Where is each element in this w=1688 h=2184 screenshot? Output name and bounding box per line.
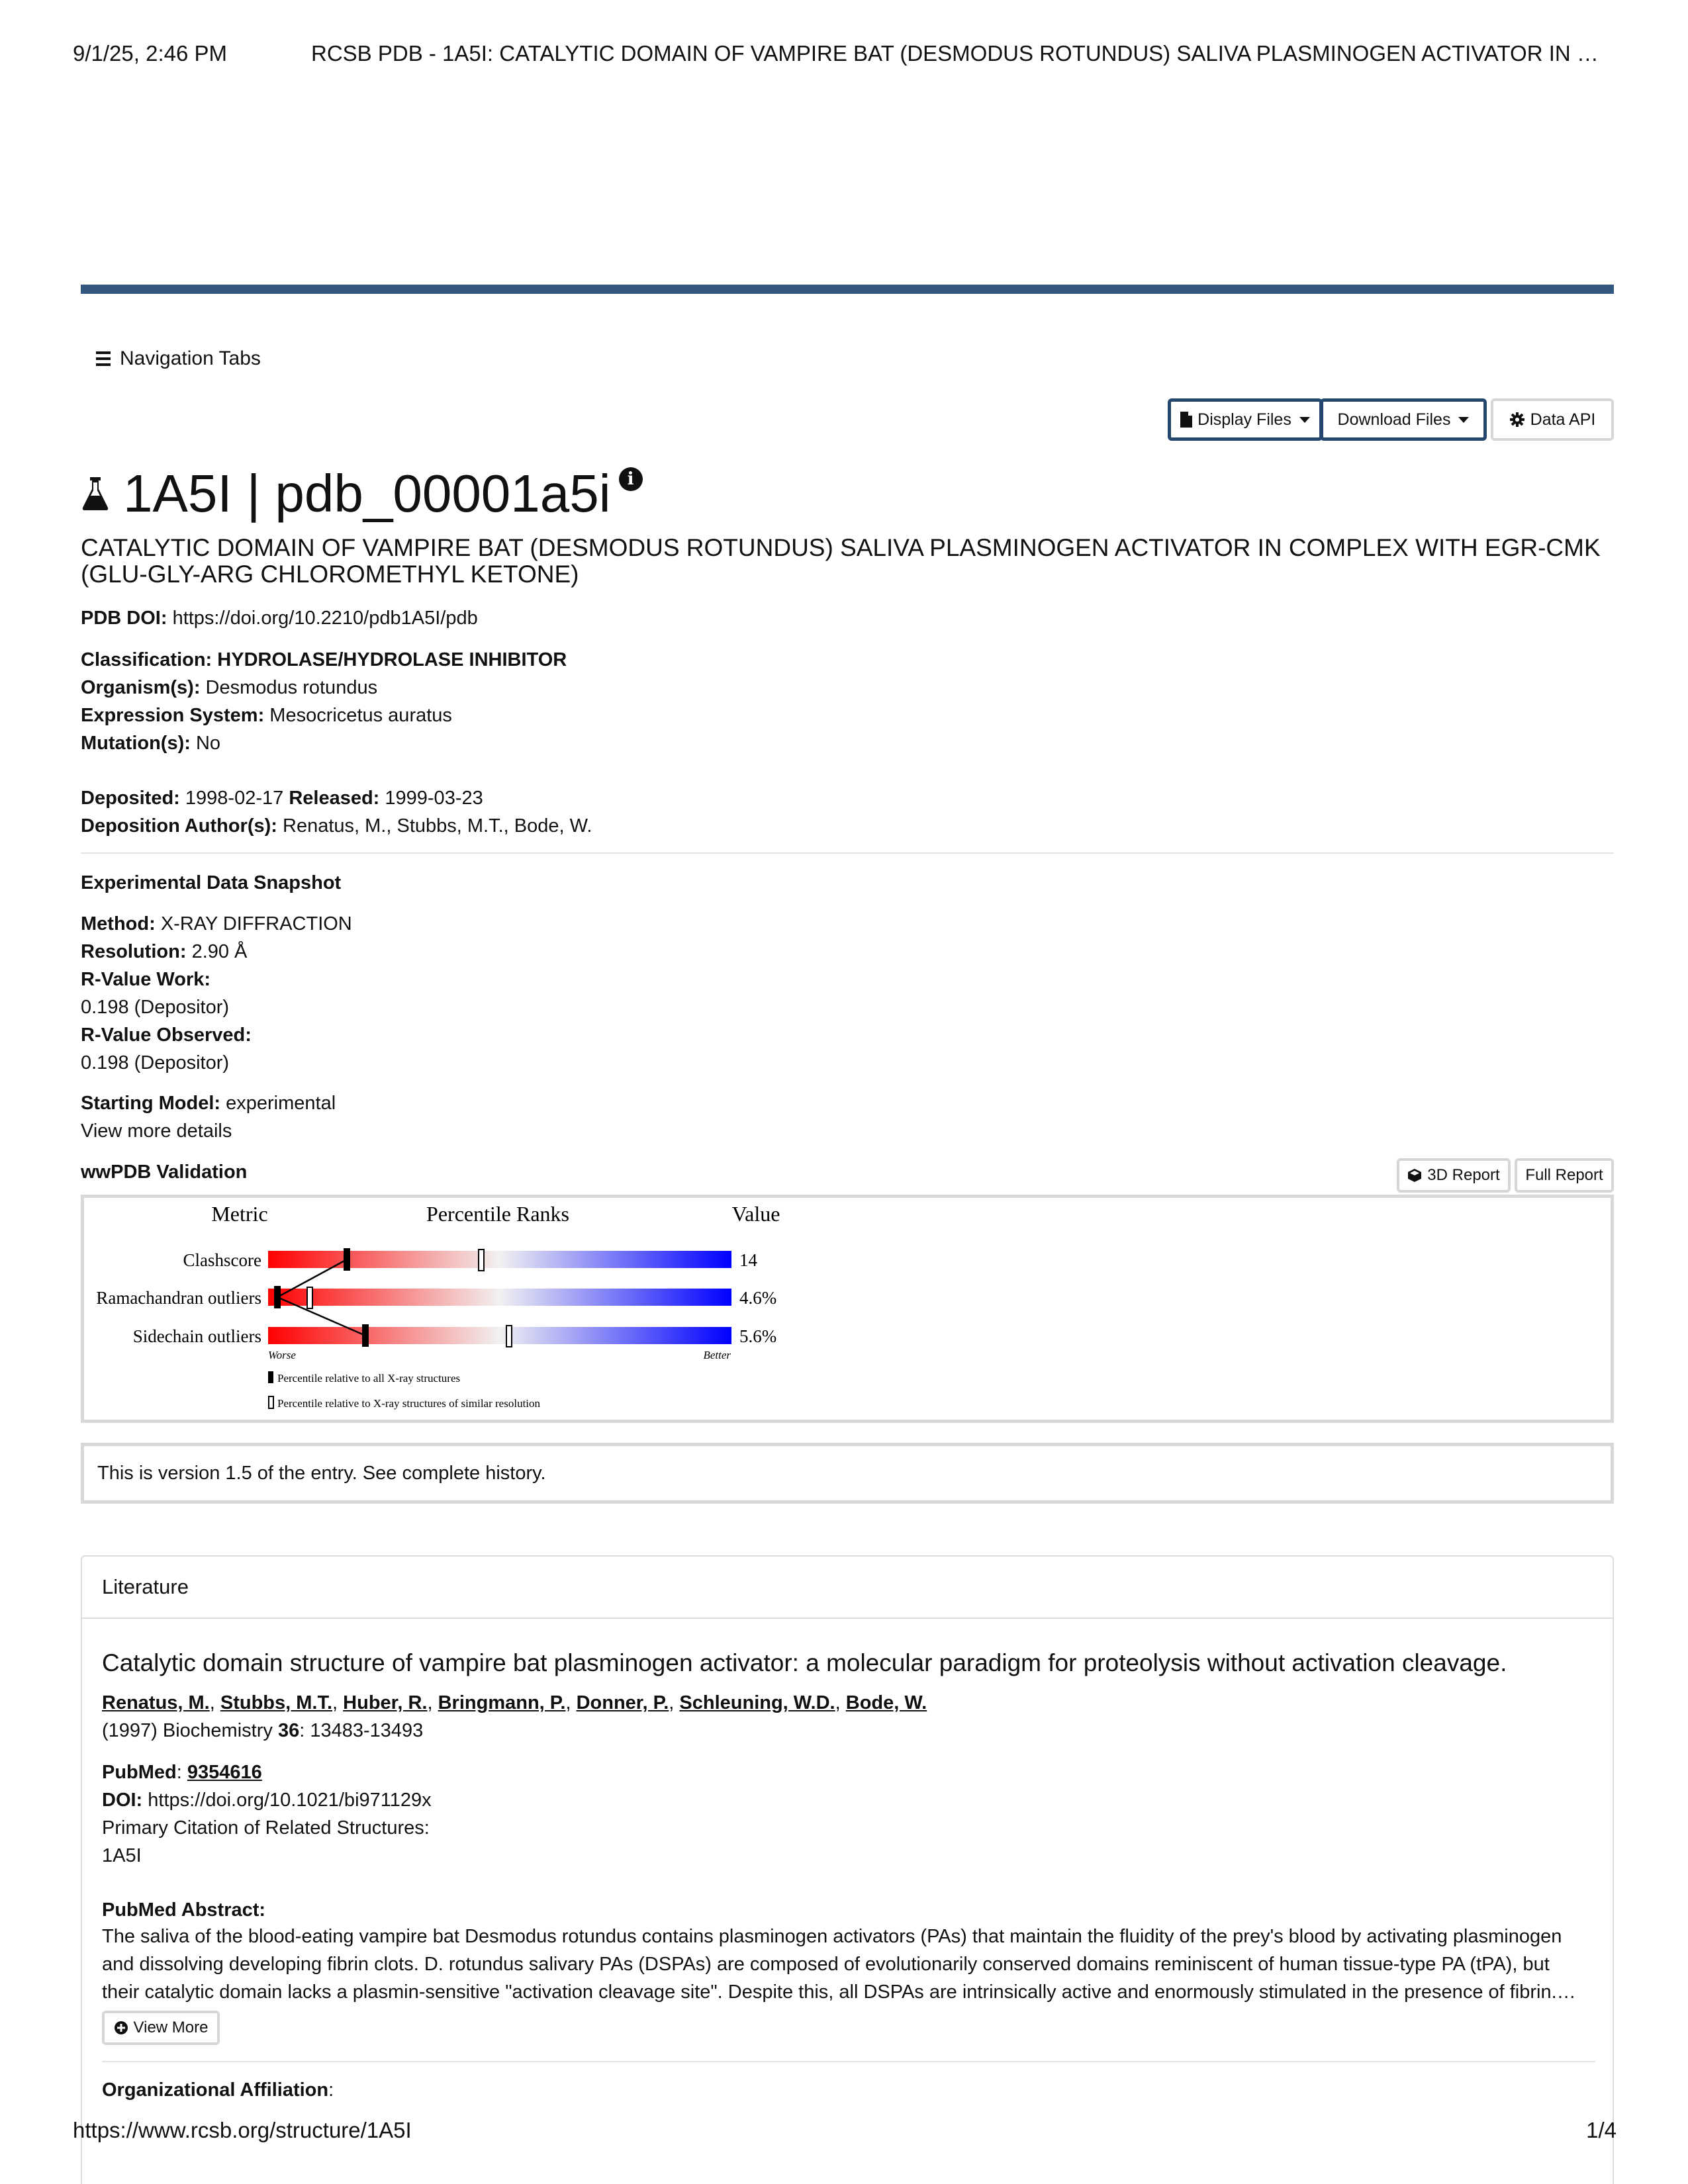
mutation-label: Mutation(s): (81, 733, 191, 754)
released-value: 1999-03-23 (385, 788, 483, 809)
classification-value: HYDROLASE/HYDROLASE INHIBITOR (217, 649, 567, 670)
method-value: X-RAY DIFFRACTION (160, 913, 352, 934)
percentile-bar (268, 1251, 731, 1268)
author-link[interactable]: Renatus, M. (102, 1692, 210, 1713)
view-more-label: View More (133, 2019, 209, 2036)
display-files-label: Display Files (1197, 410, 1291, 429)
3d-report-label: 3D Report (1427, 1166, 1500, 1184)
citation-title: Catalytic domain structure of vampire bat plasminogen activator: a molecular paradigm for proteolysis without activation cleavage. (102, 1649, 1507, 1676)
mutation-value: No (195, 733, 221, 754)
author-link[interactable]: Bode, W. (845, 1692, 927, 1713)
display-files-button[interactable] (1168, 398, 1323, 441)
download-files-button[interactable] (1320, 398, 1487, 441)
resolution-value: 2.90 Å (191, 941, 248, 962)
pdb-doi-value: https://doi.org/10.2210/pdb1A5I/pdb (172, 608, 478, 629)
entry-extended-id: pdb_00001a5i (275, 464, 611, 523)
affiliation-label: Organizational Affiliation (102, 2079, 329, 2101)
view-more-details-link[interactable]: View more details (81, 1120, 232, 1142)
all-structures-marker (274, 1286, 281, 1308)
resolution-label: Resolution: (81, 941, 187, 962)
legend-similar-marker (269, 1396, 273, 1408)
data-api-label: Data API (1530, 410, 1596, 429)
author-link[interactable]: Bringmann, P. (438, 1692, 566, 1713)
author-link[interactable]: Schleuning, W.D. (679, 1692, 835, 1713)
full-report-button[interactable] (1515, 1158, 1614, 1193)
pdb-doi-label: PDB DOI: (81, 608, 167, 629)
citation-year-journal: (1997) Biochemistry (102, 1720, 278, 1741)
abstract-label: PubMed Abstract: (102, 1899, 266, 1921)
abstract-line: The saliva of the blood-eating vampire bat Desmodus rotundus contains plasminogen activators (PAs) that maintain the fluidity of the prey's blood by activating plasminogen (102, 1926, 1562, 1947)
worse-label: Worse (268, 1349, 296, 1361)
legend-similar-text: Percentile relative to X-ray structures of similar resolution (277, 1397, 541, 1410)
starting-model-value: experimental (226, 1093, 336, 1114)
view-more-button[interactable] (102, 2011, 220, 2045)
robs-label: R-Value Observed: (81, 1024, 252, 1046)
similar-resolution-marker (479, 1250, 484, 1271)
pubmed-link[interactable]: 9354616 (187, 1762, 262, 1783)
robs-value: 0.198 (Depositor) (81, 1052, 230, 1073)
doi-label: DOI: (102, 1790, 143, 1811)
print-page-title: RCSB PDB - 1A5I: CATALYTIC DOMAIN OF VAMPIRE BAT (DESMODUS ROTUNDUS) SALIVA PLASMINOGEN ACTIVATOR IN … (311, 41, 1599, 66)
author-separator: , (669, 1692, 680, 1713)
rwork-value: 0.198 (Depositor) (81, 997, 230, 1018)
doi-value: https://doi.org/10.1021/bi971129x (148, 1790, 432, 1811)
print-datetime: 9/1/25, 2:46 PM (73, 41, 227, 66)
expression-value: Mesocricetus auratus (269, 705, 452, 726)
validation-heading: wwPDB Validation (81, 1161, 248, 1183)
metric-value: 14 (739, 1250, 757, 1270)
similar-resolution-marker (307, 1287, 312, 1308)
method-label: Method: (81, 913, 156, 934)
abstract-line: and dissolving developing fibrin clots. D. rotundus salivary PAs (DSPAs) are composed of evolutionarily conserved domains reminiscent of human tissue-type PA (tPA), but (102, 1954, 1550, 1975)
citation-ids (102, 1758, 432, 1870)
percentile-bar (268, 1289, 731, 1306)
authors-label: Deposition Author(s): (81, 815, 277, 837)
author-separator: , (835, 1692, 846, 1713)
plus-circle-icon (114, 2021, 128, 2035)
navigation-tabs-label: Navigation Tabs (120, 347, 261, 369)
better-label: Better (703, 1349, 731, 1361)
metric-value: 4.6% (739, 1288, 777, 1308)
abstract-text (102, 1923, 1591, 2006)
pubmed-colon: : (176, 1762, 187, 1783)
author-separator: , (427, 1692, 438, 1713)
print-url: https://www.rcsb.org/structure/1A5I (73, 2118, 412, 2142)
site-header-bar (81, 285, 1614, 294)
author-link[interactable]: Stubbs, M.T. (220, 1692, 333, 1713)
divider (102, 2061, 1595, 2062)
validation-slider-chart (84, 1198, 945, 1420)
cube-icon (1407, 1168, 1422, 1183)
divider (81, 852, 1614, 854)
starting-model-label: Starting Model: (81, 1093, 221, 1114)
released-label: Released: (289, 788, 380, 809)
deposited-value: 1998-02-17 (185, 788, 284, 809)
organism-label: Organism(s): (81, 677, 201, 698)
author-separator: , (332, 1692, 344, 1713)
citation-author-list (102, 1692, 927, 1713)
chevron-down-icon (1458, 417, 1469, 423)
metric-value: 5.6% (739, 1326, 777, 1346)
entry-title: CATALYTIC DOMAIN OF VAMPIRE BAT (DESMODUS ROTUNDUS) SALIVA PLASMINOGEN ACTIVATOR IN COMPLEX WITH EGR-CMK (GLU-GLY-ARG CHLOROMETHYL KETONE) (81, 534, 1601, 588)
full-report-label: Full Report (1525, 1166, 1603, 1184)
file-icon (1180, 412, 1192, 428)
citation-pages: : 13483-13493 (299, 1720, 424, 1741)
pubmed-label: PubMed (102, 1762, 177, 1783)
flask-icon (82, 477, 109, 510)
experimental-details (81, 910, 352, 1077)
organism-value: Desmodus rotundus (205, 677, 378, 698)
starting-model-row (81, 1089, 336, 1117)
author-separator: , (565, 1692, 577, 1713)
affiliation-row (102, 2076, 334, 2104)
value-column-header: Value (731, 1202, 780, 1226)
download-files-label: Download Files (1337, 410, 1451, 429)
citation-authors (102, 1689, 927, 1717)
data-api-button[interactable] (1491, 398, 1614, 441)
expression-label: Expression System: (81, 705, 265, 726)
info-icon[interactable]: i (619, 467, 643, 491)
legend-all-text: Percentile relative to all X-ray structures (277, 1372, 461, 1385)
author-link[interactable]: Huber, R. (343, 1692, 428, 1713)
3d-report-button[interactable] (1397, 1158, 1511, 1193)
abstract-line: their catalytic domain lacks a plasmin-sensitive "activation cleavage site". Despite this, all DSPAs are intrinsically active and enormously stimulated in the presence of fibrin.… (102, 1981, 1576, 2003)
citation-journal (102, 1717, 423, 1745)
similar-resolution-marker (506, 1326, 512, 1347)
entry-id: 1A5I (123, 464, 232, 523)
pdb-doi-row (81, 604, 478, 632)
legend-all-marker (268, 1371, 273, 1383)
validation-slider-panel (81, 1195, 1614, 1423)
entry-deposition-info (81, 784, 592, 840)
version-notice: This is version 1.5 of the entry. See complete history. (81, 1443, 1614, 1504)
literature-panel (81, 1555, 1614, 2184)
related-structure-link[interactable]: 1A5I (102, 1845, 142, 1866)
citation-volume: 36 (277, 1720, 300, 1741)
navigation-tabs-toggle[interactable] (96, 347, 261, 370)
experimental-heading: Experimental Data Snapshot (81, 872, 342, 893)
classification-label: Classification: (81, 649, 212, 670)
metric-label: Ramachandran outliers (96, 1288, 261, 1308)
metric-label: Clashscore (183, 1250, 261, 1270)
all-structures-marker (344, 1248, 350, 1271)
all-structures-marker (362, 1324, 369, 1347)
metric-label: Sidechain outliers (132, 1326, 261, 1346)
authors-value: Renatus, M., Stubbs, M.T., Bode, W. (283, 815, 592, 837)
deposited-label: Deposited: (81, 788, 180, 809)
literature-heading: Literature (82, 1557, 1613, 1619)
entry-macromolecule-info (81, 646, 567, 757)
print-page-number: 1/4 (1586, 2118, 1617, 2142)
menu-icon (96, 348, 111, 369)
chevron-down-icon (1299, 417, 1310, 423)
author-link[interactable]: Donner, P. (576, 1692, 669, 1713)
page-title (82, 463, 643, 524)
gear-icon (1509, 412, 1525, 428)
rwork-label: R-Value Work: (81, 969, 211, 990)
percentile-bar (268, 1327, 731, 1344)
percentile-column-header: Percentile Ranks (426, 1202, 569, 1226)
related-structures-label: Primary Citation of Related Structures: (102, 1817, 430, 1839)
author-separator: , (209, 1692, 220, 1713)
title-separator: | (246, 464, 261, 523)
metric-column-header: Metric (211, 1202, 268, 1226)
affiliation-colon: : (328, 2079, 334, 2101)
